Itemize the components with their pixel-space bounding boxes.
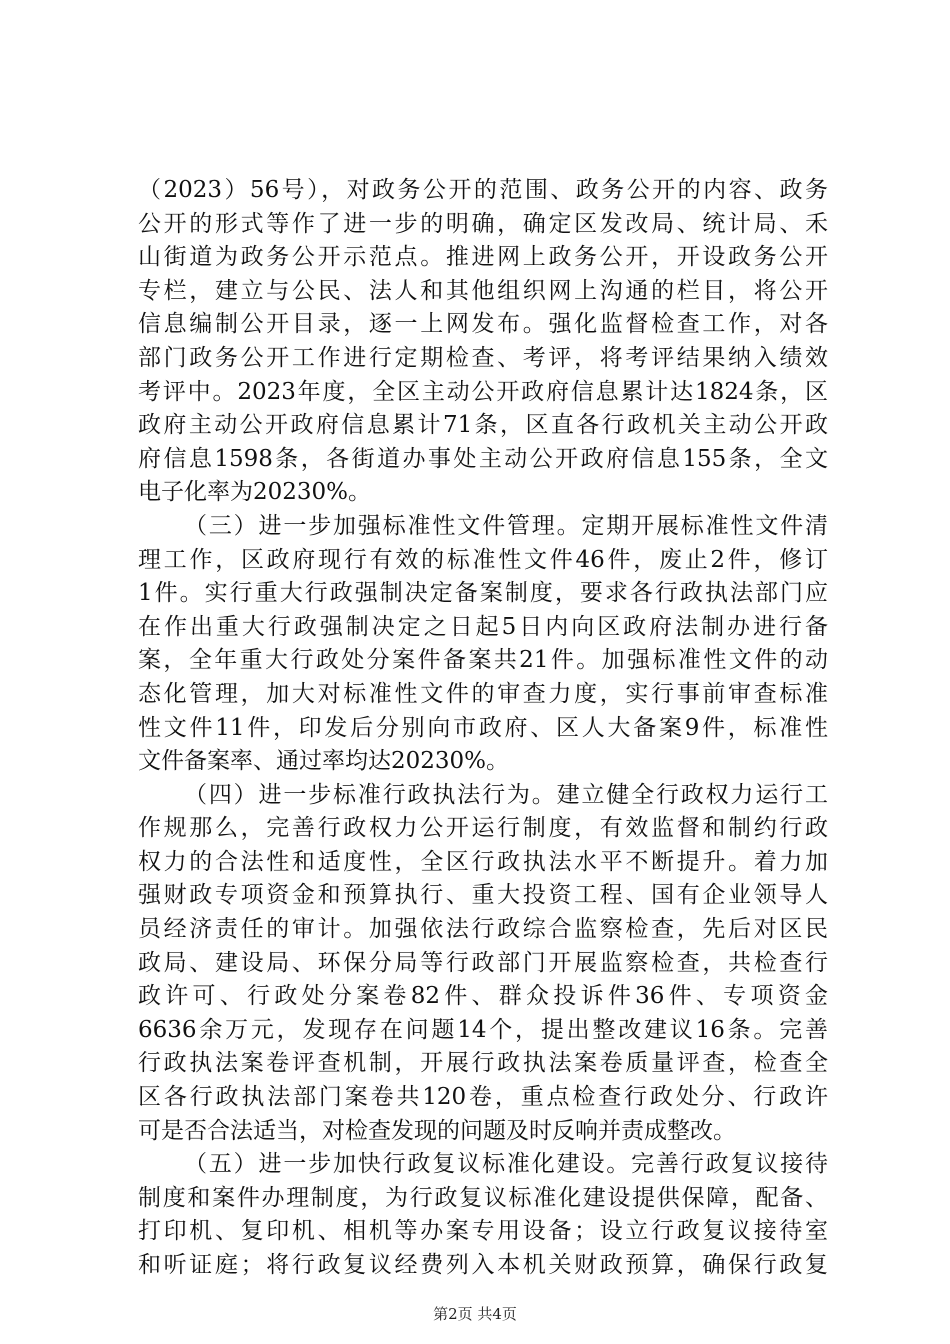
- text-line: 案，全年重大行政处分案件备案共21件。加强标准性文件的动: [138, 647, 828, 674]
- text-line: 政许可、行政处分案卷82件、群众投诉件36件、专项资金: [138, 983, 828, 1010]
- text-line: 态化管理，加大对标准性文件的审查力度，实行事前审查标准: [138, 680, 828, 707]
- text-line: 性文件11件，印发后分别向市政府、区人大备案9件，标准性: [138, 714, 828, 741]
- page-number-footer: 第2页 共4页: [433, 1305, 517, 1323]
- text-line: 可是否合法适当，对检查发现的问题及时反响并责成整改。: [138, 1117, 736, 1144]
- section-heading-line: （五）进一步加快行政复议标准化建设。完善行政复议接待: [184, 1151, 828, 1178]
- text-line: 政府主动公开政府信息累计71条，区直各行政机关主动公开政: [138, 412, 828, 439]
- text-line: 和听证庭；将行政复议经费列入本机关财政预算，确保行政复: [138, 1252, 828, 1278]
- text-line: 制度和案件办理制度，为行政复议标准化建设提供保障，配备、: [138, 1184, 828, 1211]
- text-line: 作规那么，完善行政权力公开运行制度，有效监督和制约行政: [138, 815, 828, 842]
- text-line: 理工作，区政府现行有效的标准性文件46件，废止2件，修订: [138, 546, 828, 573]
- text-line: 府信息1598条，各街道办事处主动公开政府信息155条，全文: [138, 445, 828, 472]
- text-line: 专栏，建立与公民、法人和其他组织网上沟通的栏目，将公开: [138, 277, 828, 304]
- text-line: 电子化率为20230%。: [138, 479, 372, 506]
- text-line: 权力的合法性和适度性，全区行政执法水平不断提升。着力加: [138, 848, 828, 875]
- text-line: 区各行政执法部门案卷共120卷，重点检查行政处分、行政许: [138, 1084, 828, 1111]
- text-line: 在作出重大行政强制决定之日起5日内向区政府法制办进行备: [138, 613, 828, 640]
- text-line: 行政执法案卷评查机制，开展行政执法案卷质量评查，检查全: [138, 1050, 828, 1077]
- text-line: 员经济责任的审计。加强依法行政综合监察检查，先后对区民: [138, 916, 828, 943]
- section-heading-line: （三）进一步加强标准性文件管理。定期开展标准性文件清: [184, 512, 828, 539]
- section-heading-line: （四）进一步标准行政执法行为。建立健全行政权力运行工: [184, 781, 828, 808]
- text-line: 山街道为政务公开示范点。推进网上政务公开，开设政务公开: [138, 244, 828, 271]
- text-line: （2023）56号），对政务公开的范围、政务公开的内容、政务: [138, 177, 828, 203]
- text-line: 考评中。2023年度，全区主动公开政府信息累计达1824条，区: [138, 378, 828, 405]
- text-line: 1件。实行重大行政强制决定备案制度，要求各行政执法部门应: [138, 580, 828, 607]
- text-line: 部门政务公开工作进行定期检查、考评，将考评结果纳入绩效: [138, 344, 828, 371]
- text-line: 文件备案率、通过率均达20230%。: [138, 748, 510, 775]
- text-line: 信息编制公开目录，逐一上网发布。强化监督检查工作，对各: [138, 311, 828, 338]
- text-line: 强财政专项资金和预算执行、重大投资工程、国有企业领导人: [138, 882, 828, 909]
- document-body: [138, 174, 828, 1283]
- text-line: 公开的形式等作了进一步的明确，确定区发改局、统计局、禾: [138, 210, 828, 237]
- text-line: 打印机、复印机、相机等办案专用设备；设立行政复议接待室: [138, 1218, 828, 1245]
- text-line: 6636余万元，发现存在问题14个，提出整改建议16条。完善: [138, 1016, 828, 1043]
- text-line: 政局、建设局、环保分局等行政部门开展监察检查，共检查行: [138, 949, 828, 976]
